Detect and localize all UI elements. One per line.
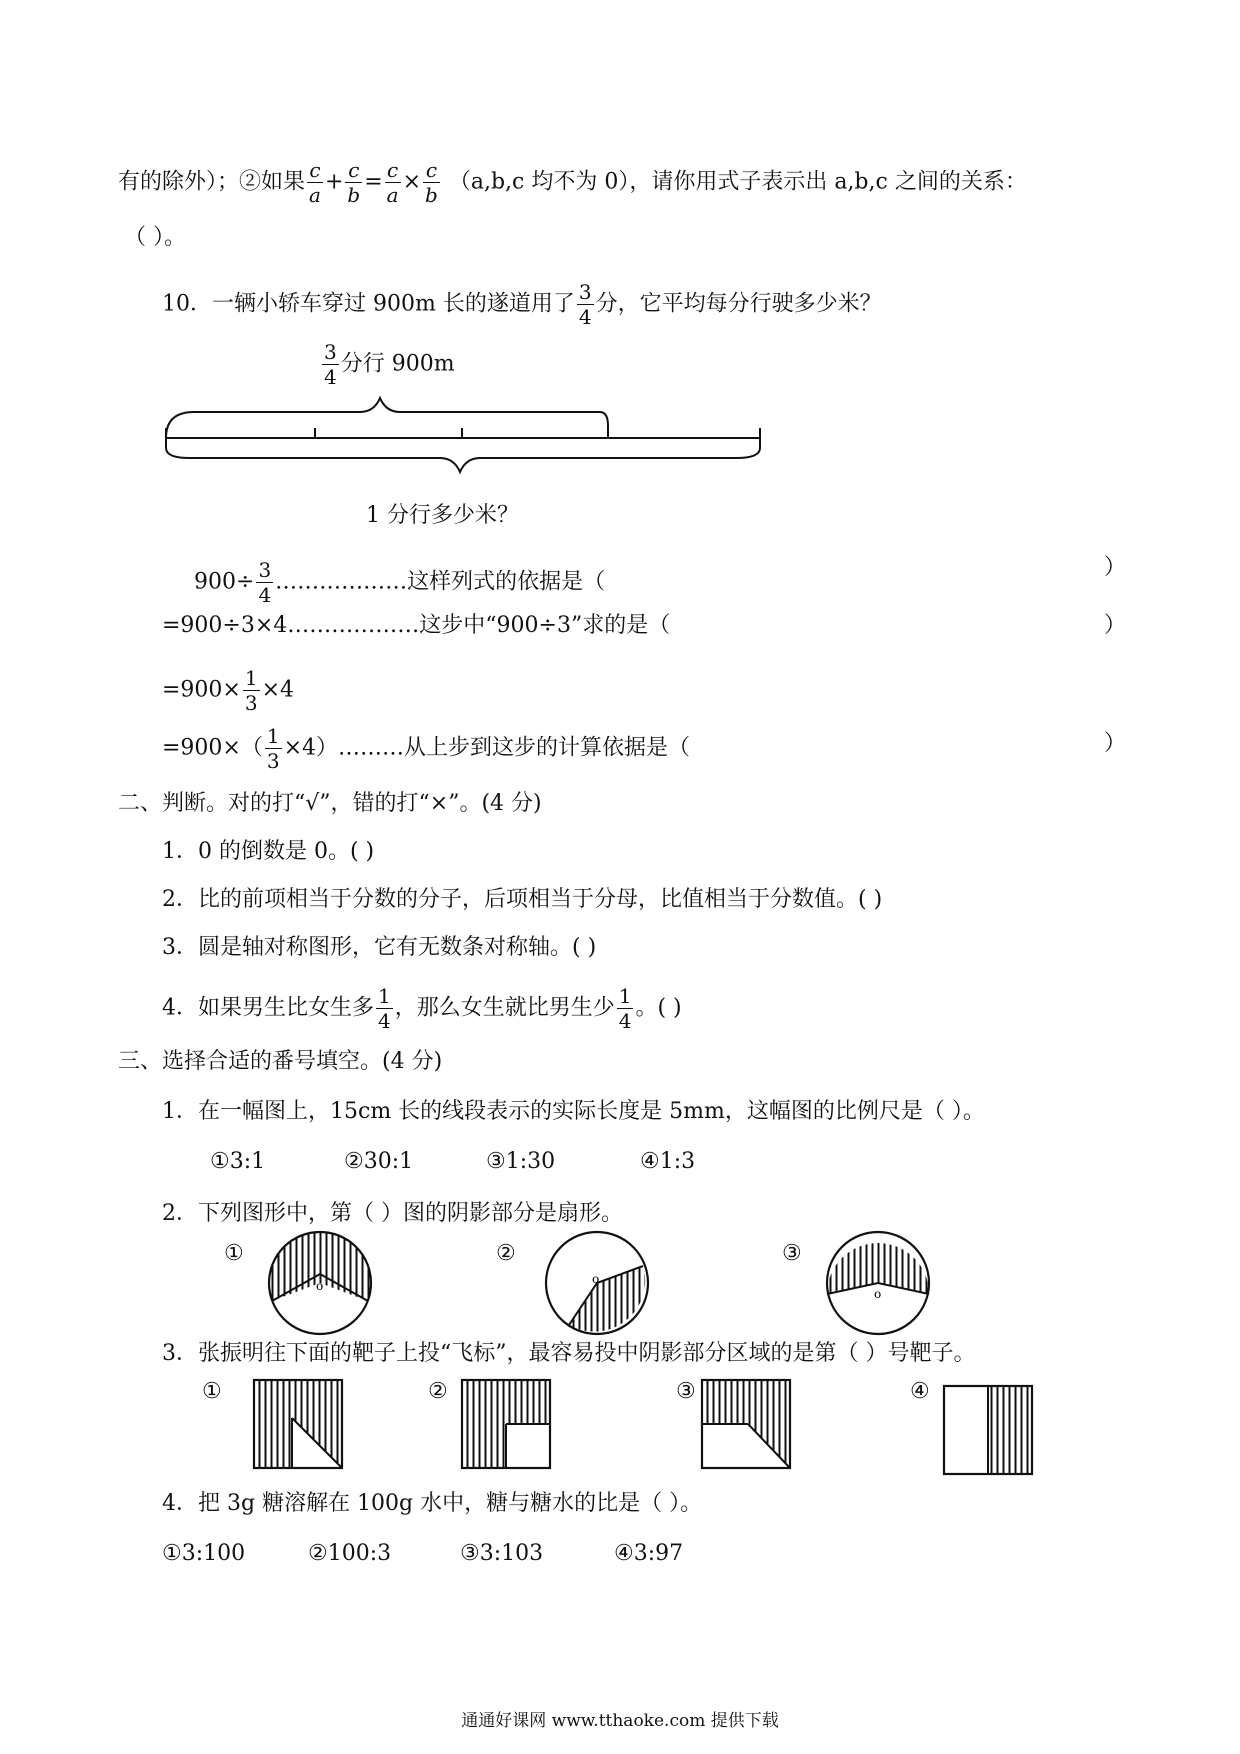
choice-q1[interactable]: 1．在一幅图上，15cm 长的线段表示的实际长度是 5mm，这幅图的比例尺是（ ）。 [162,1099,985,1124]
q3-label-4: ④ [910,1379,930,1404]
fraction-3-over-4: $\frac{3}{4}$ [578,280,592,329]
q3-label-2: ② [428,1379,448,1404]
q1-option-2[interactable]: ②30:1 [344,1149,414,1174]
target-2 [460,1378,552,1470]
choice-q3[interactable]: 3．张振明往下面的靶子上投“飞标”，最容易投中阴影部分区域的是第（ ）号靶子。 [162,1341,976,1366]
step-1: 900÷ $\frac{3}{4}$ ………………这样列式的依据是（ [194,558,606,607]
line-segment-diagram [160,392,780,482]
svg-text:o: o [874,1287,882,1301]
q2-label-1: ① [224,1241,244,1266]
step-2-close: ） [1104,613,1127,638]
q1-option-3[interactable]: ③1:30 [486,1149,556,1174]
q9-line: 有的除外）；②如果 $\frac{c}{a}$ + $\frac{c}{b}$ = $\frac{c}{a}$ × $\frac{c}{b}$ （a,b,c 均不为 0），请你用式子表示出 a,b,c 之间的关系： [118,158,1027,207]
fraction-c-over-b: $\frac{c}{b}$ [347,158,361,207]
section-2-title: 二、判断。对的打“√”，错的打“×”。(4 分) [118,791,542,816]
q9-answer-blank[interactable]: （ ）。 [124,225,186,250]
footer-source: 通通好课网 www.tthaoke.com 提供下载 [461,1711,779,1731]
q4-option-1[interactable]: ①3:100 [162,1541,246,1566]
step-4-close: ） [1104,731,1127,756]
q4-option-4[interactable]: ④3:97 [614,1541,684,1566]
svg-text:o: o [316,1279,324,1293]
q2-label-2: ② [496,1241,516,1266]
target-4 [942,1384,1034,1476]
fraction-c-over-a-2: $\frac{c}{a}$ [386,158,399,207]
q1-option-4[interactable]: ④1:3 [640,1149,696,1174]
q2-label-3: ③ [782,1241,802,1266]
q9-suffix: （a,b,c 均不为 0），请你用式子表示出 a,b,c 之间的关系： [448,169,1027,195]
step-3: =900× $\frac{1}{3}$ ×4 [162,666,295,715]
q4-option-3[interactable]: ③3:103 [460,1541,544,1566]
svg-text:o: o [592,1272,600,1286]
q9-prefix: 有的除外）；②如果 [118,169,306,195]
target-3 [700,1378,792,1470]
q3-label-1: ① [202,1379,222,1404]
judge-item-2[interactable]: 2．比的前项相当于分数的分子，后项相当于分母，比值相当于分数值。( ) [162,887,883,912]
judge-item-3[interactable]: 3．圆是轴对称图形，它有无数条对称轴。( ) [162,935,597,960]
section-3-title: 三、选择合适的番号填空。(4 分) [118,1049,443,1074]
choice-q4[interactable]: 4．把 3g 糖溶解在 100g 水中，糖与糖水的比是（ ）。 [162,1491,703,1516]
q3-label-3: ③ [676,1379,696,1404]
judge-item-4[interactable]: 4．如果男生比女生多 $\frac{1}{4}$ ，那么女生就比男生少 $\frac{1}{4}$ 。( ) [162,984,682,1033]
step-2: =900÷3×4………………这步中“900÷3”求的是（ [162,613,671,638]
target-1 [252,1378,344,1470]
step-4: =900×（ $\frac{1}{3}$ ×4）………从上步到这步的计算依据是（ [162,724,691,773]
circle-figure-2 [542,1228,652,1338]
diagram-top-label: $\frac{3}{4}$ 分行 900m [324,340,455,389]
q10-question: 10．一辆小轿车穿过 900m 长的遂道用了 $\frac{3}{4}$ 分，它平均每分行驶多少米？ [162,280,882,329]
fraction-c-over-a: $\frac{c}{a}$ [309,158,321,207]
fraction-c-over-b-2: $\frac{c}{b}$ [425,158,438,207]
choice-q2[interactable]: 2．下列图形中，第（ ）图的阴影部分是扇形。 [162,1201,623,1226]
circle-figure-1 [265,1228,375,1338]
q1-option-1[interactable]: ①3:1 [210,1149,266,1174]
circle-figure-3 [823,1228,933,1338]
judge-item-1[interactable]: 1．0 的倒数是 0。( ) [162,839,375,864]
q4-option-2[interactable]: ②100:3 [308,1541,392,1566]
step-1-close: ） [1104,555,1127,580]
diagram-bottom-label: 1 分行多少米？ [366,503,519,528]
